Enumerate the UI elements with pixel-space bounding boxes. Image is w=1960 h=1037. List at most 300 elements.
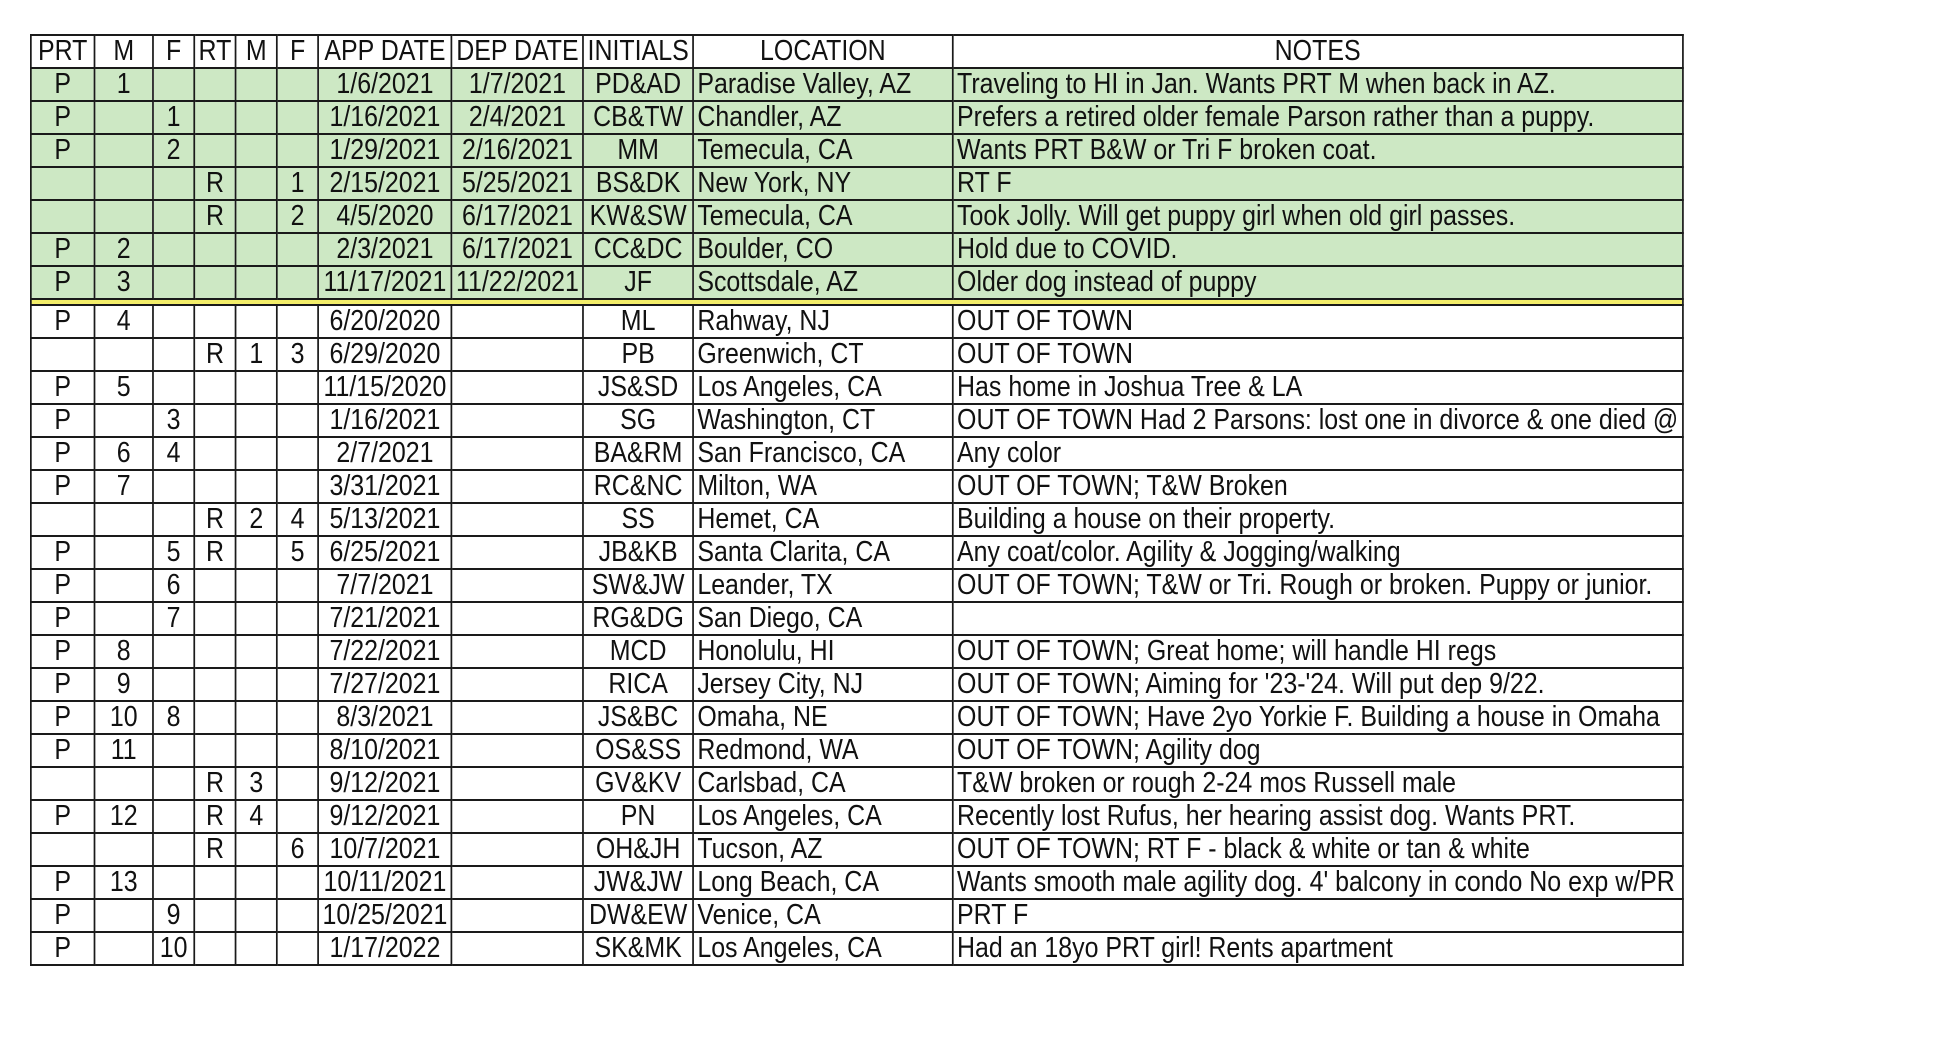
prt-cell: P (31, 101, 95, 134)
prt-cell (31, 167, 95, 200)
table-row (31, 668, 1683, 701)
app-date-cell: 8/3/2021 (318, 701, 451, 734)
notes-cell: Took Jolly. Will get puppy girl when old girl passes. (953, 200, 1683, 233)
rt-cell: R (194, 503, 235, 536)
f-cell (153, 167, 194, 200)
dep-date-cell: 2/4/2021 (452, 101, 584, 134)
f-cell: 10 (153, 932, 194, 965)
m-cell (95, 338, 153, 371)
m-cell: 13 (95, 866, 153, 899)
f-cell (153, 470, 194, 503)
location-cell: Temecula, CA (693, 200, 953, 233)
notes-cell: OUT OF TOWN; Great home; will handle HI regs (953, 635, 1683, 668)
app-date-cell: 2/15/2021 (318, 167, 451, 200)
dep-date-cell (452, 437, 584, 470)
col-header-notes: NOTES (953, 35, 1683, 68)
rt-f-cell: 2 (277, 200, 318, 233)
f-cell: 3 (153, 404, 194, 437)
app-date-cell: 2/7/2021 (318, 437, 451, 470)
prt-cell: P (31, 68, 95, 101)
col-header-rt-m: M (236, 35, 277, 68)
f-cell: 4 (153, 437, 194, 470)
rt-f-cell (277, 371, 318, 404)
f-cell (153, 305, 194, 338)
prt-cell (31, 833, 95, 866)
dep-date-cell (452, 503, 584, 536)
notes-cell: Recently lost Rufus, her hearing assist dog. Wants PRT. (953, 800, 1683, 833)
rt-f-cell (277, 866, 318, 899)
rt-m-cell (236, 932, 277, 965)
table-row (31, 800, 1683, 833)
rt-f-cell (277, 266, 318, 299)
rt-m-cell (236, 536, 277, 569)
app-date-cell: 1/16/2021 (318, 404, 451, 437)
notes-cell: Had an 18yo PRT girl! Rents apartment (953, 932, 1683, 965)
prt-cell: P (31, 371, 95, 404)
initials-cell: MCD (583, 635, 693, 668)
rt-f-cell (277, 932, 318, 965)
rt-m-cell (236, 371, 277, 404)
app-date-cell: 3/31/2021 (318, 470, 451, 503)
col-header-rt-f: F (277, 35, 318, 68)
prt-cell: P (31, 866, 95, 899)
rt-cell (194, 437, 235, 470)
prt-cell: P (31, 602, 95, 635)
table-row (31, 767, 1683, 800)
app-date-cell: 1/6/2021 (318, 68, 451, 101)
dep-date-cell (452, 569, 584, 602)
m-cell (95, 134, 153, 167)
waitlist-table (30, 34, 1683, 966)
dep-date-cell (452, 371, 584, 404)
rt-cell: R (194, 167, 235, 200)
notes-cell: Has home in Joshua Tree & LA (953, 371, 1683, 404)
dep-date-cell (452, 305, 584, 338)
f-cell (153, 371, 194, 404)
rt-m-cell (236, 134, 277, 167)
table-row (31, 338, 1683, 371)
prt-cell (31, 767, 95, 800)
initials-cell: SS (583, 503, 693, 536)
initials-cell: PD&AD (583, 68, 693, 101)
table-row (31, 371, 1683, 404)
f-cell (153, 866, 194, 899)
initials-cell: RG&DG (583, 602, 693, 635)
location-cell: Hemet, CA (693, 503, 953, 536)
dep-date-cell (452, 866, 584, 899)
col-header-m: M (95, 35, 153, 68)
initials-cell: CB&TW (583, 101, 693, 134)
col-header-location: LOCATION (693, 35, 953, 68)
m-cell (95, 503, 153, 536)
prt-cell: P (31, 932, 95, 965)
prt-cell: P (31, 734, 95, 767)
notes-cell: Hold due to COVID. (953, 233, 1683, 266)
initials-cell: DW&EW (583, 899, 693, 932)
rt-m-cell (236, 305, 277, 338)
dep-date-cell (452, 404, 584, 437)
table-row (31, 899, 1683, 932)
initials-cell: OH&JH (583, 833, 693, 866)
initials-cell: MM (583, 134, 693, 167)
location-cell: Los Angeles, CA (693, 932, 953, 965)
rt-m-cell (236, 404, 277, 437)
highlighted-row (31, 233, 1683, 266)
rt-f-cell (277, 101, 318, 134)
notes-cell: OUT OF TOWN (953, 305, 1683, 338)
notes-cell: OUT OF TOWN; RT F - black & white or tan & white (953, 833, 1683, 866)
rt-cell (194, 734, 235, 767)
col-header-prt: PRT (31, 35, 95, 68)
notes-cell: OUT OF TOWN; T&W or Tri. Rough or broken. Puppy or junior. (953, 569, 1683, 602)
rt-f-cell (277, 800, 318, 833)
table-row (31, 569, 1683, 602)
rt-m-cell: 3 (236, 767, 277, 800)
f-cell (153, 68, 194, 101)
notes-cell: OUT OF TOWN; Aiming for '23-'24. Will put dep 9/22. (953, 668, 1683, 701)
m-cell: 9 (95, 668, 153, 701)
rt-cell (194, 866, 235, 899)
rt-m-cell (236, 101, 277, 134)
dep-date-cell (452, 338, 584, 371)
location-cell: Carlsbad, CA (693, 767, 953, 800)
f-cell: 5 (153, 536, 194, 569)
rt-cell (194, 602, 235, 635)
rt-f-cell (277, 635, 318, 668)
rt-m-cell (236, 266, 277, 299)
rt-cell: R (194, 536, 235, 569)
notes-cell (953, 602, 1683, 635)
rt-f-cell: 4 (277, 503, 318, 536)
rt-m-cell (236, 668, 277, 701)
prt-cell: P (31, 470, 95, 503)
initials-cell: JW&JW (583, 866, 693, 899)
prt-cell: P (31, 536, 95, 569)
rt-f-cell (277, 233, 318, 266)
m-cell: 12 (95, 800, 153, 833)
m-cell (95, 569, 153, 602)
f-cell (153, 800, 194, 833)
initials-cell: BA&RM (583, 437, 693, 470)
rt-f-cell (277, 437, 318, 470)
rt-f-cell (277, 404, 318, 437)
m-cell (95, 101, 153, 134)
header-row (31, 35, 1683, 68)
location-cell: Honolulu, HI (693, 635, 953, 668)
m-cell (95, 767, 153, 800)
prt-cell: P (31, 266, 95, 299)
notes-cell: Wants PRT B&W or Tri F broken coat. (953, 134, 1683, 167)
notes-cell: Any coat/color. Agility & Jogging/walking (953, 536, 1683, 569)
dep-date-cell (452, 635, 584, 668)
initials-cell: JS&BC (583, 701, 693, 734)
prt-cell (31, 200, 95, 233)
table-row (31, 470, 1683, 503)
initials-cell: ML (583, 305, 693, 338)
f-cell: 6 (153, 569, 194, 602)
app-date-cell: 1/16/2021 (318, 101, 451, 134)
f-cell (153, 200, 194, 233)
initials-cell: SG (583, 404, 693, 437)
notes-cell: OUT OF TOWN; Agility dog (953, 734, 1683, 767)
notes-cell: Older dog instead of puppy (953, 266, 1683, 299)
initials-cell: JF (583, 266, 693, 299)
dep-date-cell: 2/16/2021 (452, 134, 584, 167)
rt-f-cell (277, 701, 318, 734)
app-date-cell: 6/25/2021 (318, 536, 451, 569)
notes-cell: Prefers a retired older female Parson rather than a puppy. (953, 101, 1683, 134)
dep-date-cell (452, 701, 584, 734)
rt-m-cell (236, 167, 277, 200)
rt-cell (194, 371, 235, 404)
initials-cell: JS&SD (583, 371, 693, 404)
highlighted-row (31, 134, 1683, 167)
rt-m-cell (236, 701, 277, 734)
prt-cell: P (31, 635, 95, 668)
rt-cell (194, 101, 235, 134)
rt-m-cell (236, 899, 277, 932)
location-cell: Los Angeles, CA (693, 800, 953, 833)
location-cell: Redmond, WA (693, 734, 953, 767)
prt-cell: P (31, 404, 95, 437)
prt-cell: P (31, 233, 95, 266)
m-cell: 5 (95, 371, 153, 404)
location-cell: Temecula, CA (693, 134, 953, 167)
f-cell: 9 (153, 899, 194, 932)
notes-cell: PRT F (953, 899, 1683, 932)
rt-m-cell (236, 833, 277, 866)
location-cell: San Diego, CA (693, 602, 953, 635)
m-cell (95, 833, 153, 866)
m-cell: 3 (95, 266, 153, 299)
highlighted-row (31, 68, 1683, 101)
initials-cell: OS&SS (583, 734, 693, 767)
rt-cell: R (194, 800, 235, 833)
location-cell: Tucson, AZ (693, 833, 953, 866)
m-cell: 1 (95, 68, 153, 101)
location-cell: Omaha, NE (693, 701, 953, 734)
app-date-cell: 4/5/2020 (318, 200, 451, 233)
rt-cell (194, 305, 235, 338)
location-cell: Venice, CA (693, 899, 953, 932)
rt-cell (194, 668, 235, 701)
rt-m-cell: 1 (236, 338, 277, 371)
prt-cell: P (31, 569, 95, 602)
dep-date-cell (452, 602, 584, 635)
m-cell (95, 899, 153, 932)
initials-cell: SW&JW (583, 569, 693, 602)
location-cell: Milton, WA (693, 470, 953, 503)
location-cell: Paradise Valley, AZ (693, 68, 953, 101)
rt-cell (194, 233, 235, 266)
f-cell: 8 (153, 701, 194, 734)
dep-date-cell (452, 470, 584, 503)
rt-f-cell (277, 569, 318, 602)
m-cell (95, 932, 153, 965)
rt-f-cell: 3 (277, 338, 318, 371)
m-cell (95, 200, 153, 233)
rt-cell: R (194, 338, 235, 371)
location-cell: New York, NY (693, 167, 953, 200)
prt-cell: P (31, 701, 95, 734)
app-date-cell: 11/15/2020 (318, 371, 451, 404)
rt-m-cell: 2 (236, 503, 277, 536)
m-cell (95, 602, 153, 635)
app-date-cell: 10/25/2021 (318, 899, 451, 932)
notes-cell: Building a house on their property. (953, 503, 1683, 536)
initials-cell: GV&KV (583, 767, 693, 800)
rt-f-cell (277, 899, 318, 932)
rt-m-cell (236, 569, 277, 602)
dep-date-cell: 11/22/2021 (452, 266, 584, 299)
app-date-cell: 9/12/2021 (318, 800, 451, 833)
prt-cell (31, 503, 95, 536)
f-cell (153, 833, 194, 866)
m-cell: 4 (95, 305, 153, 338)
prt-cell: P (31, 899, 95, 932)
app-date-cell: 1/17/2022 (318, 932, 451, 965)
initials-cell: KW&SW (583, 200, 693, 233)
app-date-cell: 6/20/2020 (318, 305, 451, 338)
col-header-rt: RT (194, 35, 235, 68)
app-date-cell: 7/7/2021 (318, 569, 451, 602)
rt-f-cell (277, 767, 318, 800)
app-date-cell: 7/22/2021 (318, 635, 451, 668)
notes-cell: OUT OF TOWN (953, 338, 1683, 371)
col-header-app-date: APP DATE (318, 35, 451, 68)
dep-date-cell (452, 800, 584, 833)
prt-cell: P (31, 134, 95, 167)
location-cell: Leander, TX (693, 569, 953, 602)
f-cell (153, 338, 194, 371)
m-cell (95, 404, 153, 437)
dep-date-cell: 1/7/2021 (452, 68, 584, 101)
location-cell: Los Angeles, CA (693, 371, 953, 404)
app-date-cell: 1/29/2021 (318, 134, 451, 167)
dep-date-cell: 6/17/2021 (452, 200, 584, 233)
prt-cell: P (31, 800, 95, 833)
table-row (31, 833, 1683, 866)
rt-cell (194, 134, 235, 167)
table-row (31, 437, 1683, 470)
initials-cell: CC&DC (583, 233, 693, 266)
m-cell: 11 (95, 734, 153, 767)
table-row (31, 635, 1683, 668)
prt-cell (31, 338, 95, 371)
initials-cell: PB (583, 338, 693, 371)
notes-cell: Wants smooth male agility dog. 4' balcony in condo No exp w/PR (953, 866, 1683, 899)
highlighted-row (31, 101, 1683, 134)
m-cell: 10 (95, 701, 153, 734)
rt-f-cell (277, 668, 318, 701)
initials-cell: SK&MK (583, 932, 693, 965)
f-cell (153, 503, 194, 536)
col-header-f: F (153, 35, 194, 68)
rt-cell (194, 635, 235, 668)
rt-f-cell: 5 (277, 536, 318, 569)
highlighted-row (31, 200, 1683, 233)
rt-m-cell (236, 602, 277, 635)
initials-cell: JB&KB (583, 536, 693, 569)
location-cell: Greenwich, CT (693, 338, 953, 371)
rt-cell (194, 932, 235, 965)
rt-f-cell (277, 734, 318, 767)
rt-m-cell (236, 470, 277, 503)
location-cell: Washington, CT (693, 404, 953, 437)
location-cell: Rahway, NJ (693, 305, 953, 338)
app-date-cell: 7/27/2021 (318, 668, 451, 701)
location-cell: Boulder, CO (693, 233, 953, 266)
rt-cell: R (194, 200, 235, 233)
notes-cell: OUT OF TOWN; Have 2yo Yorkie F. Building a house in Omaha (953, 701, 1683, 734)
location-cell: Scottsdale, AZ (693, 266, 953, 299)
rt-f-cell (277, 470, 318, 503)
rt-cell (194, 404, 235, 437)
rt-f-cell (277, 305, 318, 338)
notes-cell: Any color (953, 437, 1683, 470)
prt-cell: P (31, 437, 95, 470)
location-cell: Chandler, AZ (693, 101, 953, 134)
dep-date-cell (452, 668, 584, 701)
table-row (31, 734, 1683, 767)
table-row (31, 404, 1683, 437)
app-date-cell: 6/29/2020 (318, 338, 451, 371)
app-date-cell: 7/21/2021 (318, 602, 451, 635)
f-cell (153, 233, 194, 266)
table-row (31, 932, 1683, 965)
location-cell: Santa Clarita, CA (693, 536, 953, 569)
rt-m-cell (236, 437, 277, 470)
rt-cell: R (194, 833, 235, 866)
app-date-cell: 9/12/2021 (318, 767, 451, 800)
highlighted-row (31, 167, 1683, 200)
highlighted-row (31, 266, 1683, 299)
app-date-cell: 5/13/2021 (318, 503, 451, 536)
rt-f-cell: 6 (277, 833, 318, 866)
f-cell: 7 (153, 602, 194, 635)
notes-cell: OUT OF TOWN; T&W Broken (953, 470, 1683, 503)
dep-date-cell: 5/25/2021 (452, 167, 584, 200)
rt-f-cell (277, 602, 318, 635)
rt-m-cell (236, 233, 277, 266)
rt-cell: R (194, 767, 235, 800)
f-cell: 1 (153, 101, 194, 134)
app-date-cell: 10/7/2021 (318, 833, 451, 866)
rt-cell (194, 266, 235, 299)
f-cell (153, 266, 194, 299)
dep-date-cell: 6/17/2021 (452, 233, 584, 266)
prt-cell: P (31, 305, 95, 338)
app-date-cell: 8/10/2021 (318, 734, 451, 767)
rt-cell (194, 899, 235, 932)
m-cell (95, 167, 153, 200)
rt-cell (194, 68, 235, 101)
f-cell: 2 (153, 134, 194, 167)
initials-cell: RC&NC (583, 470, 693, 503)
m-cell: 6 (95, 437, 153, 470)
rt-f-cell (277, 68, 318, 101)
m-cell: 8 (95, 635, 153, 668)
dep-date-cell (452, 833, 584, 866)
f-cell (153, 668, 194, 701)
table-row (31, 305, 1683, 338)
app-date-cell: 10/11/2021 (318, 866, 451, 899)
m-cell (95, 536, 153, 569)
table-row (31, 866, 1683, 899)
notes-cell: T&W broken or rough 2-24 mos Russell male (953, 767, 1683, 800)
rt-cell (194, 470, 235, 503)
dep-date-cell (452, 899, 584, 932)
